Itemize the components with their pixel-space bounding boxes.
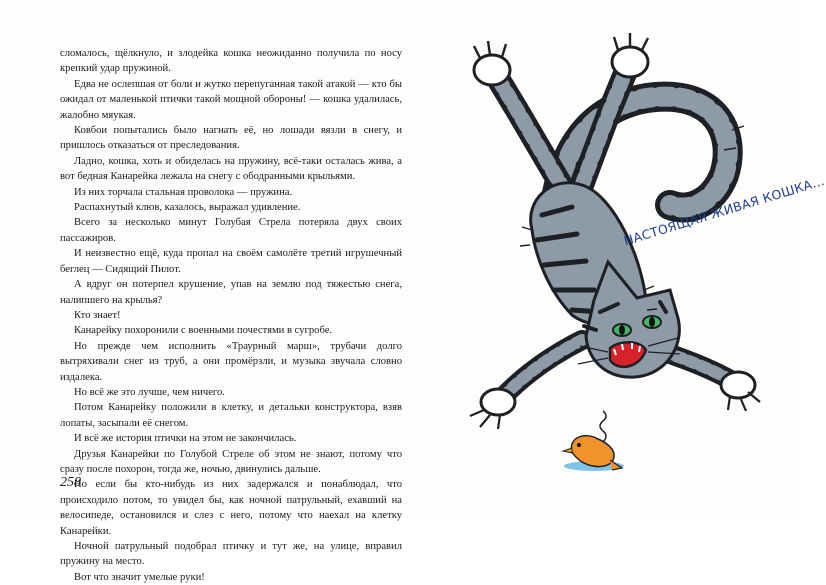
paragraph: Но всё же это лучше, чем ничего. <box>74 386 225 398</box>
paragraph: Вот что значит умелые руки! <box>74 571 205 583</box>
paragraph: Распахнутый клюв, казалось, выражал удивление. <box>74 202 301 214</box>
paragraph: Канарейку похоронили с военными почестями в сугробе. <box>74 325 333 337</box>
paragraph: Ладно, кошка, хоть и обиделась на пружину, всё-таки осталась жива, а вот бедная Канарейка лежала на снегу с ободранными крыльями. <box>60 155 402 183</box>
page-number: 258 <box>60 475 81 490</box>
cat-illustration <box>432 0 800 518</box>
illustration-caption: НАСТОЯЩАЯ ЖИВАЯ КОШКА... <box>622 172 826 249</box>
paragraph: Но прежде чем исполнить «Траурный марш», трубачи долго вытряхивали снег из труб, а они промёрзли, и музыка звучала словно издалека. <box>60 340 402 383</box>
paragraph: Ковбои попытались было нагнать её, но лошади вязли в снегу, и пришлось отказаться от преследования. <box>60 125 402 152</box>
paragraph: И всё же история птички на этом не закончилась. <box>74 433 297 445</box>
cat-hind-paw-left <box>474 55 510 85</box>
paragraph: Друзья Канарейки по Голубой Стреле об этом не знают, потому что сразу после похорон, тогда же, ночью, двинулись дальше. <box>60 448 402 475</box>
paragraph: сломалось, щёлкнуло, и злодейка кошка неожиданно получила по носу крепкий удар пружиной. <box>60 48 402 75</box>
paragraph: Из них торчала стальная проволока — пружина. <box>74 186 293 198</box>
paragraph: Ночной патрульный подобрал птичку и тут же, на улице, вправил пружину на место. <box>60 541 402 568</box>
cat-front-paw-left <box>481 389 515 415</box>
cat-hind-paw-right <box>612 47 648 77</box>
paragraph: И неизвестно ещё, куда пропал на своём самолёте третий игрушечный беглец — Сидящий Пилот. <box>60 248 402 275</box>
paragraph: Всего за несколько минут Голубая Стрела потеряла двух своих пассажиров. <box>60 217 402 244</box>
canary-spring <box>600 411 606 442</box>
paragraph: Потом Канарейку положили в клетку, и детальки конструктора, взяв лопаты, засыпали её снегом. <box>60 402 402 429</box>
text-column <box>60 46 402 585</box>
paragraph: Кто знает! <box>74 309 121 321</box>
paragraph: Едва не ослепшая от боли и жутко перепуганная такой атакой — кто бы ожидал от маленькой птички такой мощной обороны! — кошка удалилась, жалобно мяукая. <box>60 78 402 121</box>
paragraph: А вдруг он потерпел крушение, упав на землю под тяжестью снега, налипшего на крылья? <box>60 279 402 306</box>
paragraph: Но если бы кто-нибудь из них задержался и понаблюдал, что происходило потом, то увидел бы, как ночной патрульный, ехавший на велосипеде, остановился и слез с него, потому что наехал на клетку Канарейки. <box>60 479 402 537</box>
